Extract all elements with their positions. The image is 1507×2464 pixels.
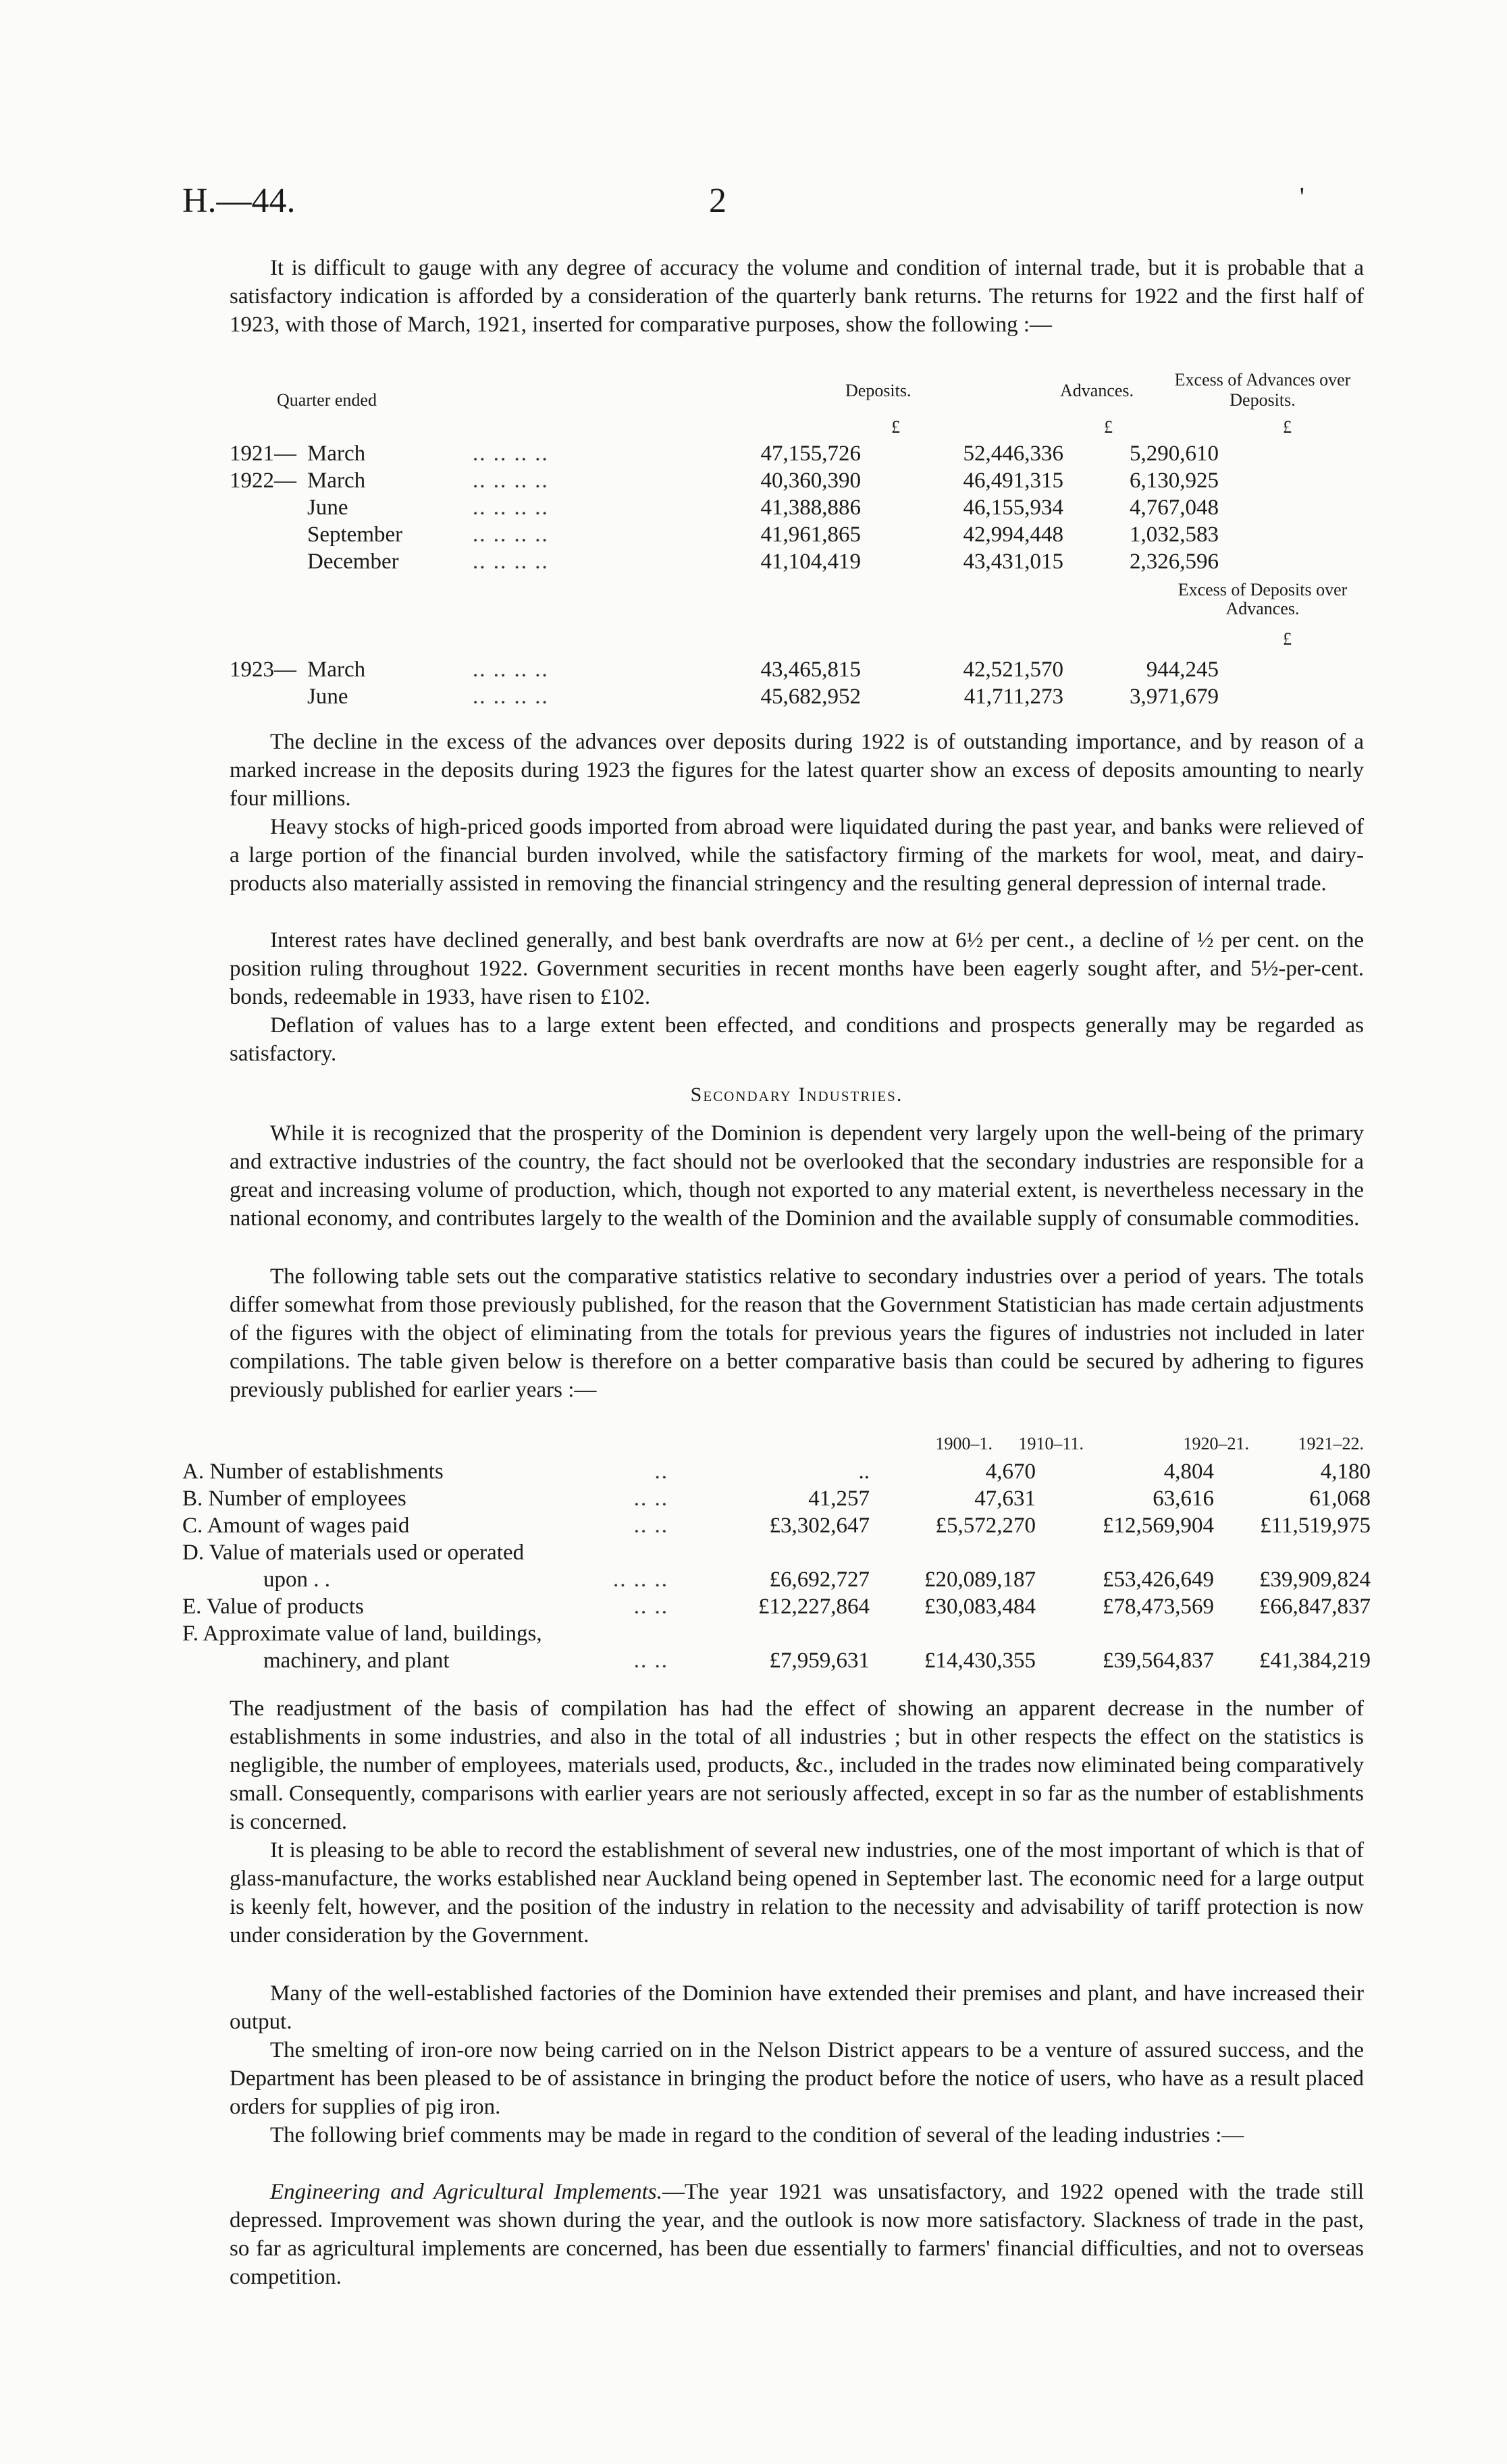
row-year: 1923— [230, 658, 296, 682]
row-excess: 3,971,679 [1130, 685, 1219, 709]
row-advances: 43,431,015 [963, 550, 1063, 574]
year-col-4: 1921–22. [1298, 1434, 1364, 1453]
paragraph-glass: It is pleasing to be able to record the establishment of several new industries, one of the most important of which is that of glass-manufacture, the works established near Auckland being opened in September last. The economic need for a large output is keenly felt, however, and the position of the industry in relation to the necessity and advisability of tariff protection is now under consideration by the Government. [230, 1838, 1364, 1948]
intro-paragraph: It is difficult to gauge with any degree of accuracy the volume and condition of internal trade, but it is probable that a satisfactory indication is afforded by a consideration of the quarterly bank returns. The returns for 1922 and the first half of 1923, with those of March, 1921, inserted for comparative purposes, show the following :— [230, 256, 1364, 337]
page-number: 2 [709, 182, 726, 220]
paragraph-comments: The following brief comments may be made in regard to the condition of several of the leading industries :— [270, 2123, 1244, 2147]
row-year: 1921— [230, 441, 296, 466]
row-dots: .. .. .. .. [473, 550, 549, 574]
currency-advances: £ [1104, 417, 1113, 437]
bank-rows-b [230, 658, 1364, 712]
paragraph-decline: The decline in the excess of the advances over deposits during 1922 is of outstanding importance, and by reason of a marked increase in the deposits during 1923 the figures for the latest quarter show an excess of deposits amounting to nearly four millions. [230, 730, 1364, 811]
industry-row-value: £12,569,904 [1103, 1514, 1214, 1538]
row-advances: 46,491,315 [963, 468, 1063, 493]
row-month: March [307, 441, 366, 466]
row-excess: 1,032,583 [1130, 523, 1219, 547]
industry-row-value: £39,564,837 [1103, 1649, 1214, 1673]
industry-row-value: £11,519,975 [1260, 1514, 1371, 1538]
industry-row-label: machinery, and plant [263, 1649, 450, 1673]
industry-table-row [182, 1649, 1371, 1676]
industry-row-value: £78,473,569 [1103, 1595, 1214, 1619]
paragraph-readjust: The readjustment of the basis of compilation has had the effect of showing an apparent decrease in the number of establishments in some industries, and also in the total of all industries ; but in other respects the effect on the statistics is negligible, the number of employees, materials used, products, &c., included in the trades now eliminated being comparatively small. Consequently, comparisons with earlier years are not seriously affected, except in so far as the number of establishments is concerned. [230, 1696, 1364, 1834]
row-advances: 52,446,336 [963, 441, 1063, 466]
row-year: 1922— [230, 468, 296, 493]
currency-row-2 [230, 629, 1364, 658]
paragraph-deflation: Deflation of values has to a large extent been effected, and conditions and prospects generally may be regarded as satisfactory. [230, 1013, 1364, 1066]
row-deposits: 41,104,419 [760, 550, 861, 574]
row-advances: 41,711,273 [963, 685, 1063, 709]
margin-mark: ' [1299, 182, 1304, 212]
industry-table-row [182, 1459, 1371, 1487]
row-deposits: 40,360,390 [760, 468, 861, 493]
industry-table-row [182, 1595, 1371, 1622]
row-advances: 42,521,570 [963, 658, 1063, 682]
year-col-3: 1920–21. [1183, 1434, 1249, 1453]
row-deposits: 41,388,886 [760, 496, 861, 520]
industry-row-value: 4,670 [985, 1459, 1036, 1484]
page-header [182, 181, 1304, 228]
industry-row-value: £41,384,219 [1259, 1649, 1371, 1673]
engineering-title: Engineering and Agricultural Implements. [270, 2180, 662, 2204]
row-dots: .. .. .. .. [473, 523, 549, 547]
row-dots: .. .. .. .. [473, 496, 549, 520]
industry-row-dots: .. .. [633, 1487, 668, 1511]
industry-row-label: B. Number of employees [182, 1487, 406, 1511]
industry-row-value: £30,083,484 [924, 1595, 1036, 1619]
row-excess: 2,326,596 [1130, 550, 1219, 574]
industry-table-header [182, 1434, 1371, 1459]
industry-table-row [182, 1568, 1371, 1595]
row-advances: 42,994,448 [963, 523, 1063, 547]
industry-row-value: 61,068 [1309, 1487, 1371, 1511]
industry-table-row [182, 1541, 1371, 1568]
industry-row-value: 4,180 [1320, 1459, 1371, 1484]
secondary-industries-table [182, 1434, 1371, 1676]
row-dots: .. .. .. .. [473, 685, 549, 709]
paragraph-factories: Many of the well-established factories of the Dominion have extended their premises and plant, and have increased their output. [230, 1981, 1364, 2034]
currency-deposits: £ [891, 417, 900, 437]
industry-row-value: £7,959,631 [769, 1649, 870, 1673]
industry-row-value: £6,692,727 [769, 1568, 870, 1592]
year-col-1: 1900–1. [935, 1434, 993, 1453]
industry-row-value: 41,257 [808, 1487, 870, 1511]
row-month: September [307, 523, 403, 547]
bank-table-header [230, 370, 1364, 417]
currency-row [230, 417, 1364, 441]
industry-table-row [182, 1487, 1371, 1514]
paragraph-following-table: The following table sets out the comparative statistics relative to secondary industries over a period of years. The totals differ somewhat from those previously published, for the reason that the Government Statistician has made certain adjustments of the figures with the object of eliminating from the totals for previous years the figures of industries not included in later compilations. The table given below is therefore on a better comparative basis than could be secured by adhering to figures previously published for earlier years :— [230, 1264, 1364, 1402]
industry-row-value: £5,572,270 [935, 1514, 1036, 1538]
paragraph-stocks: Heavy stocks of high-priced goods imported from abroad were liquidated during the past year, and banks were relieved of a large portion of the financial burden involved, while the satisfactory firming of the markets for wool, meat, and dairy-products also materially assisted in removing the financial stringency and the resulting general depression of internal trade. [230, 815, 1364, 896]
currency-excess: £ [1283, 417, 1292, 437]
bank-table-row [230, 441, 1364, 468]
col-advances: Advances. [1060, 381, 1134, 400]
industry-table-row [182, 1622, 1371, 1649]
row-excess: 5,290,610 [1130, 441, 1219, 466]
row-deposits: 43,465,815 [760, 658, 861, 682]
row-deposits: 47,155,726 [760, 441, 861, 466]
bank-returns-table [230, 370, 1364, 712]
industry-row-value: £66,847,837 [1259, 1595, 1371, 1619]
industry-table-row [182, 1514, 1371, 1541]
paragraph-while: While it is recognized that the prosperity of the Dominion is dependent very largely upon the well-being of the primary and extractive industries of the country, the fact should not be overlooked that the secondary industries are responsible for a great and increasing volume of production, which, though not exported to any material extent, is nevertheless necessary in the national economy, and contributes largely to the wealth of the Dominion and the available supply of consumable commodities. [230, 1121, 1364, 1231]
row-month: June [307, 685, 348, 709]
row-month: March [307, 658, 366, 682]
industry-row-value: £39,909,824 [1259, 1568, 1371, 1592]
bank-table-row [230, 685, 1364, 712]
row-dots: .. .. .. .. [473, 468, 549, 493]
excess-deposits-subheader [230, 577, 1364, 637]
year-col-2: 1910–11. [1018, 1434, 1084, 1453]
industry-row-dots: .. [654, 1459, 668, 1484]
section-heading-secondary-industries: Secondary Industries. [690, 1083, 903, 1106]
paragraph-iron: The smelting of iron-ore now being carried on in the Nelson District appears to be a venture of assured success, and the Department has been pleased to be of assistance in bringing the product before the notice of users, who have as a result placed orders for supplies of pig iron. [230, 2038, 1364, 2119]
industry-row-label: F. Approximate value of land, buildings, [182, 1622, 542, 1646]
bank-table-row [230, 468, 1364, 496]
industry-row-dots: .. .. [633, 1514, 668, 1538]
paragraph-engineering [230, 2178, 1364, 2291]
row-month: December [307, 550, 399, 574]
bank-table-row [230, 523, 1364, 550]
col-quarter: Quarter ended [277, 390, 377, 410]
report-reference: H.—44. [182, 182, 296, 220]
industry-row-value: .. [858, 1459, 870, 1484]
row-month: March [307, 468, 366, 493]
bank-rows-a [230, 441, 1364, 577]
industry-row-value: 47,631 [974, 1487, 1036, 1511]
currency-excess-2: £ [1283, 629, 1292, 649]
col-excess: Excess of Advances over Deposits. [1174, 370, 1351, 410]
row-dots: .. .. .. .. [473, 658, 549, 682]
engineering-text: —The year 1921 was unsatisfactory, and 1922 opened with the trade still depressed. Improvement was shown during the year, and the outlook is now more satisfactory. Slackness of trade in the past, so far as agricultural implements are concerned, has been due essentially to farmers' financial difficulties, and not to overseas competition. [230, 2180, 1364, 2289]
industry-row-value: £20,089,187 [924, 1568, 1036, 1592]
row-dots: .. .. .. .. [473, 441, 549, 466]
row-advances: 46,155,934 [963, 496, 1063, 520]
industry-row-value: 4,804 [1163, 1459, 1214, 1484]
industry-row-label: upon . . [263, 1568, 330, 1592]
industry-row-value: £3,302,647 [769, 1514, 870, 1538]
industry-row-value: £53,426,649 [1103, 1568, 1214, 1592]
industry-row-value: £14,430,355 [924, 1649, 1036, 1673]
industry-row-label: E. Value of products [182, 1595, 364, 1619]
industry-row-dots: .. .. .. [613, 1568, 668, 1592]
row-deposits: 41,961,865 [760, 523, 861, 547]
paragraph-interest: Interest rates have declined generally, and best bank overdrafts are now at 6½ per cent., a decline of ½ per cent. on the position ruling throughout 1922. Government securities in recent months have been eagerly sought after, and 5½-per-cent. bonds, redeemable in 1933, have risen to £102. [230, 928, 1364, 1009]
col-deposits: Deposits. [845, 381, 911, 400]
industry-row-value: £12,227,864 [758, 1595, 870, 1619]
row-excess: 6,130,925 [1130, 468, 1219, 493]
industry-row-dots: .. .. [633, 1595, 668, 1619]
industry-rows [182, 1459, 1371, 1676]
industry-row-label: C. Amount of wages paid [182, 1514, 410, 1538]
col-excess-deposits: Excess of Deposits over Advances. [1178, 580, 1348, 618]
bank-table-row [230, 550, 1364, 577]
industry-row-dots: .. .. [633, 1649, 668, 1673]
industry-row-label: A. Number of establishments [182, 1459, 444, 1484]
row-deposits: 45,682,952 [760, 685, 861, 709]
industry-row-value: 63,616 [1153, 1487, 1214, 1511]
row-excess: 944,245 [1146, 658, 1219, 682]
bank-table-row [230, 658, 1364, 685]
row-month: June [307, 496, 348, 520]
industry-row-label: D. Value of materials used or operated [182, 1541, 525, 1565]
row-excess: 4,767,048 [1130, 496, 1219, 520]
bank-table-row [230, 496, 1364, 523]
